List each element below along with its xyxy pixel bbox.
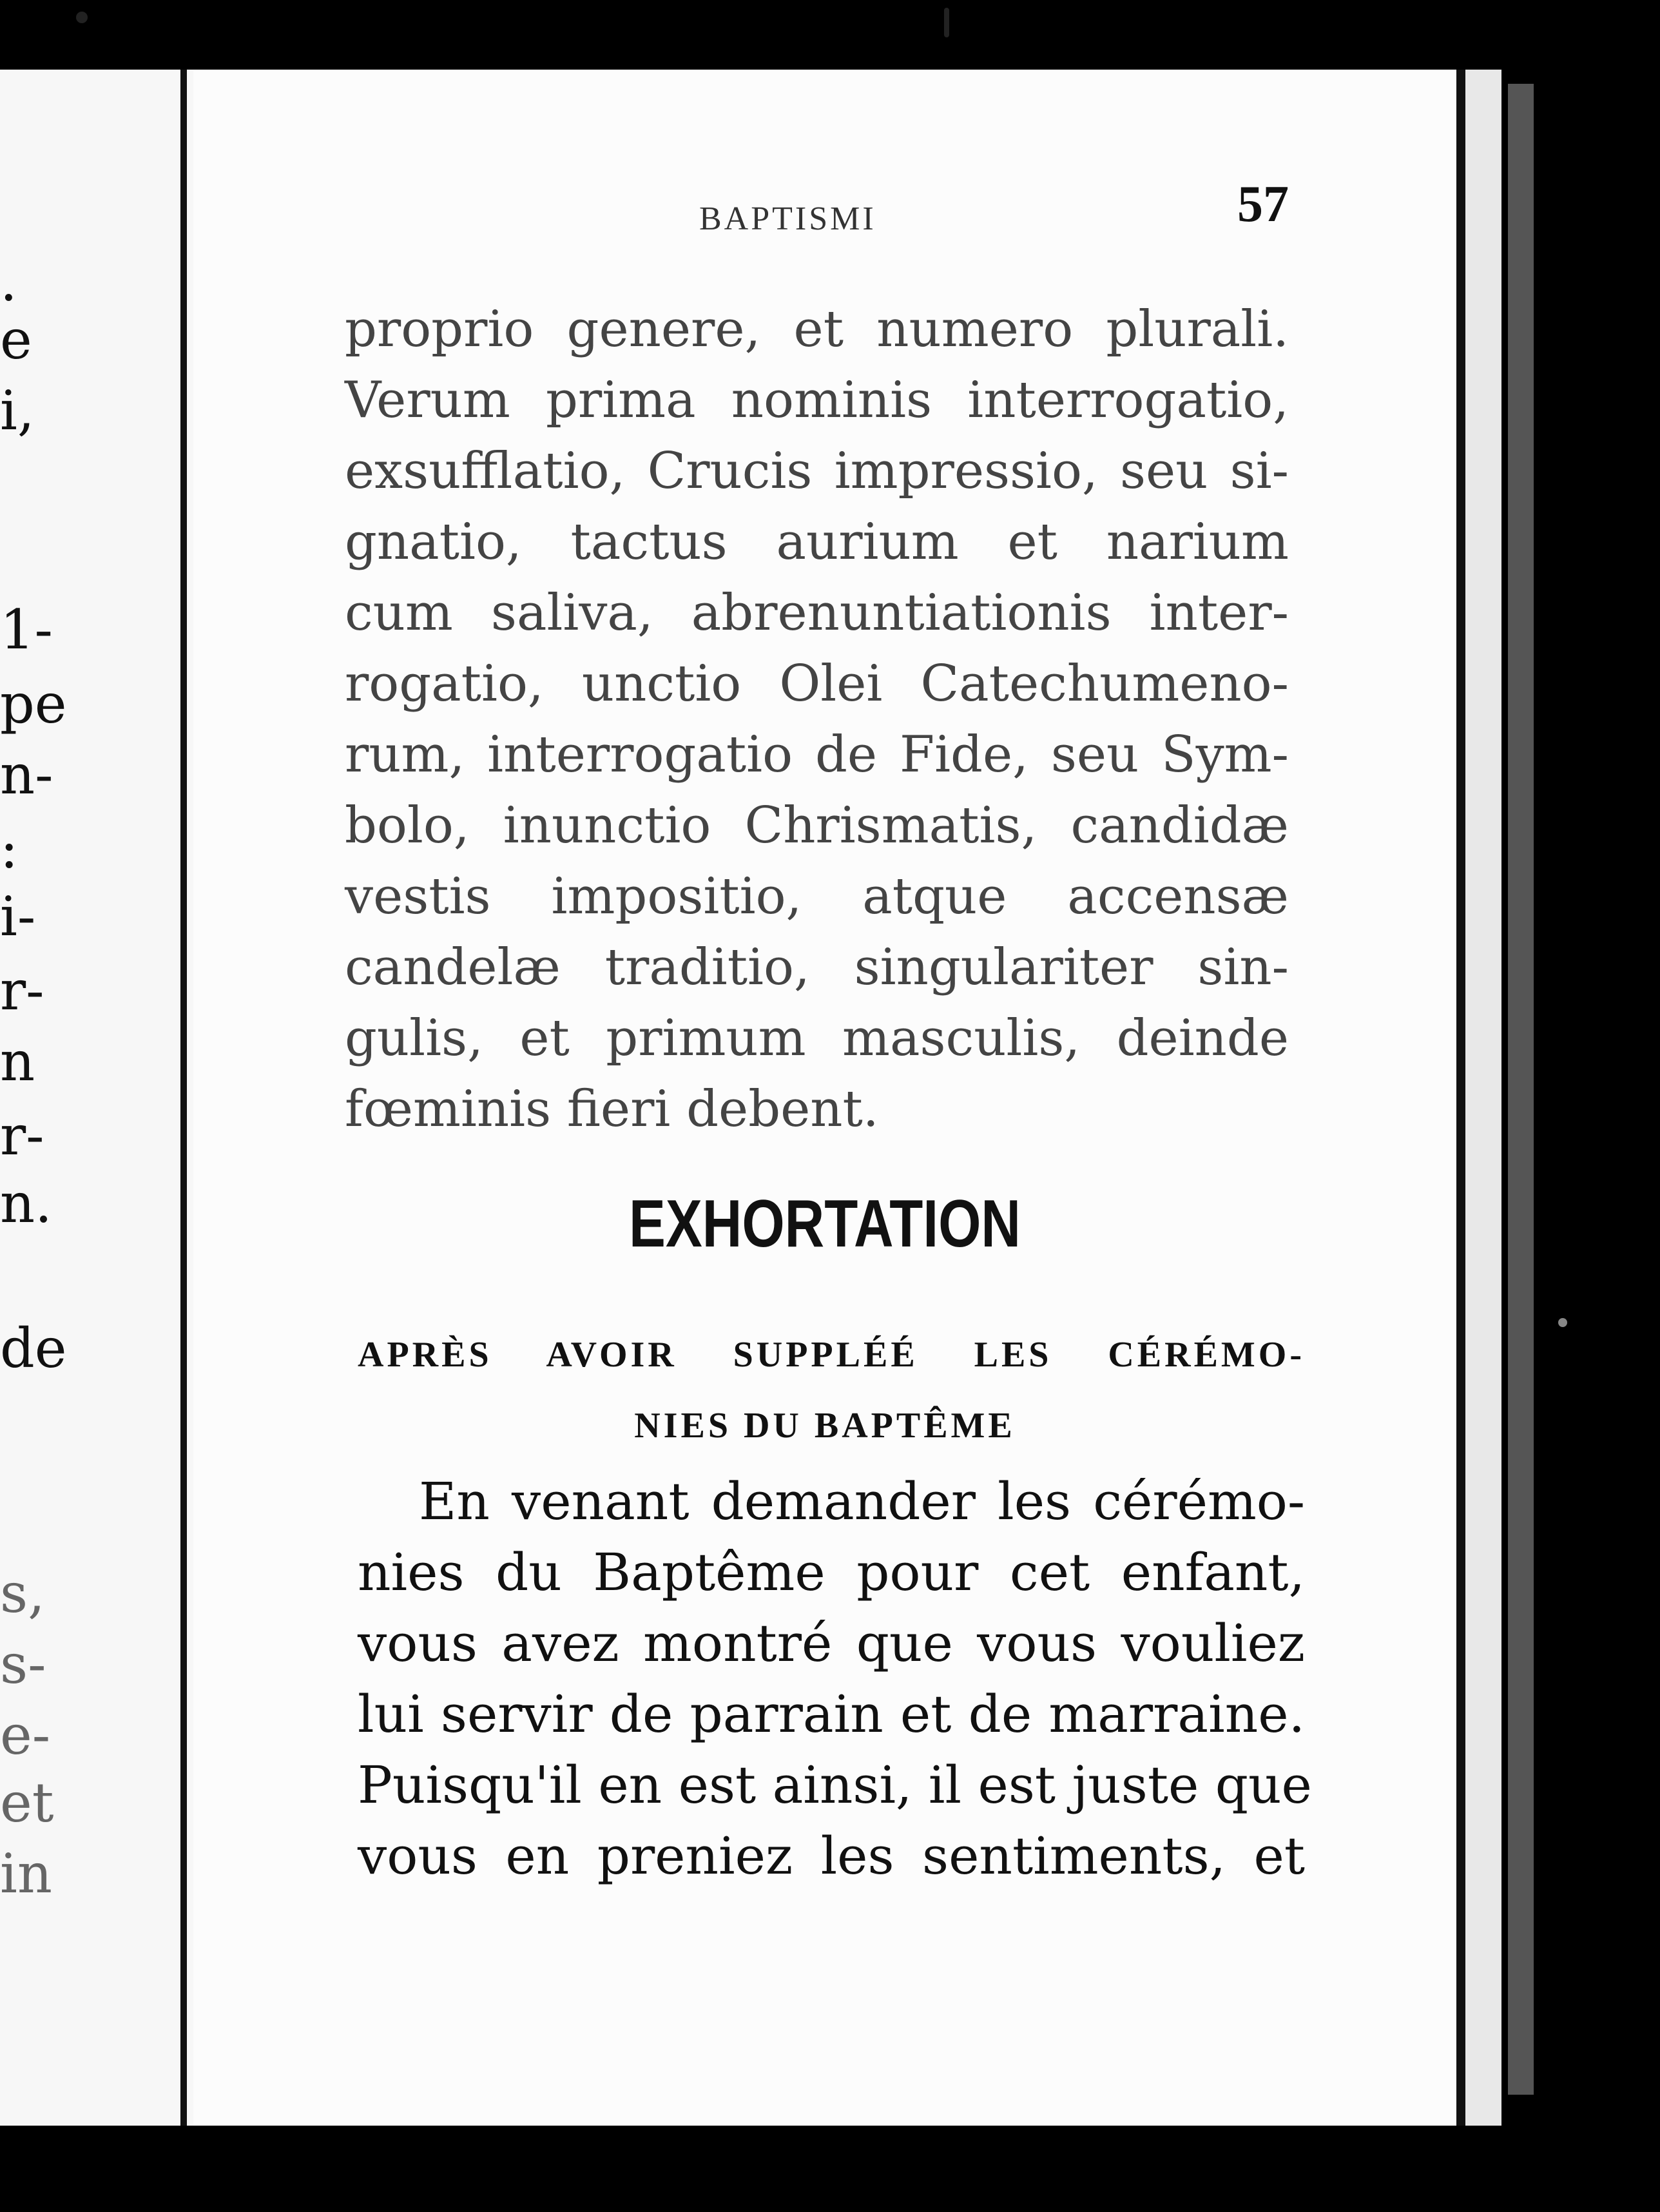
left-fragment: de xyxy=(0,1317,67,1380)
left-fragment: et xyxy=(0,1771,54,1834)
right-page-edge xyxy=(1456,70,1501,2126)
left-fragment: in xyxy=(0,1842,52,1905)
scan-speck xyxy=(76,12,88,23)
section-heading: EXHORTATION xyxy=(628,1187,1021,1261)
text-line: vous en preniez les sentiments, et xyxy=(358,1826,1305,1886)
left-fragment: r- xyxy=(0,959,44,1022)
text-line: lui servir de parrain et de marraine. xyxy=(358,1684,1305,1744)
text-line: candelæ traditio, singulariter sin- xyxy=(345,938,1289,996)
text-line: gnatio, tactus aurium et narium xyxy=(345,513,1289,571)
subheading-line: APRÈS AVOIR SUPPLÉÉ LES CÉRÉMO- xyxy=(358,1335,1305,1375)
left-fragment: pe xyxy=(0,672,67,735)
gutter-line xyxy=(180,70,187,2126)
scan-speck xyxy=(1558,1318,1567,1327)
text-line: rogatio, unctio Olei Catechumeno- xyxy=(345,655,1289,713)
left-fragment: s- xyxy=(0,1633,46,1696)
text-line: vous avez montré que vous vouliez xyxy=(358,1613,1305,1673)
left-fragment: r- xyxy=(0,1104,44,1167)
text-line: En venant demander les cérémo- xyxy=(419,1471,1305,1531)
text-line: exsufflatio, Crucis impressio, seu si- xyxy=(345,442,1289,500)
running-head: BAPTISMI xyxy=(699,200,876,237)
left-fragment: . xyxy=(0,250,17,313)
text-line: proprio genere, et numero plurali. xyxy=(345,300,1289,358)
subheading-line: NIES DU BAPTÊME xyxy=(634,1406,1016,1446)
text-line: cum saliva, abrenuntiationis inter- xyxy=(345,584,1289,642)
left-fragment: e- xyxy=(0,1703,51,1767)
text-line: Puisqu'il en est ainsi, il est juste que xyxy=(358,1755,1312,1815)
left-fragment: n xyxy=(0,1030,35,1093)
text-line: Verum prima nominis interrogatio, xyxy=(345,371,1289,429)
left-fragment: n- xyxy=(0,743,53,806)
text-line: rum, interrogatio de Fide, seu Sym- xyxy=(345,726,1289,784)
page-number: 57 xyxy=(1237,176,1289,233)
text-line: bolo, inunctio Chrismatis, candidæ xyxy=(345,797,1289,855)
text-line: vestis impositio, atque accensæ xyxy=(345,868,1289,926)
text-line: gulis, et primum masculis, deinde xyxy=(345,1009,1289,1067)
left-fragment: i, xyxy=(0,379,35,442)
left-fragment: 1- xyxy=(0,598,53,661)
left-fragment: e xyxy=(0,308,32,371)
text-line: nies du Baptême pour cet enfant, xyxy=(358,1542,1305,1602)
text-line: fœminis fieri debent. xyxy=(345,1080,879,1138)
left-fragment: : xyxy=(0,817,19,880)
scan-speck xyxy=(944,8,949,37)
left-fragment: s, xyxy=(0,1562,45,1625)
book-cover-edge xyxy=(1508,84,1534,2095)
left-fragment: i- xyxy=(0,885,36,948)
left-fragment: n. xyxy=(0,1172,52,1235)
